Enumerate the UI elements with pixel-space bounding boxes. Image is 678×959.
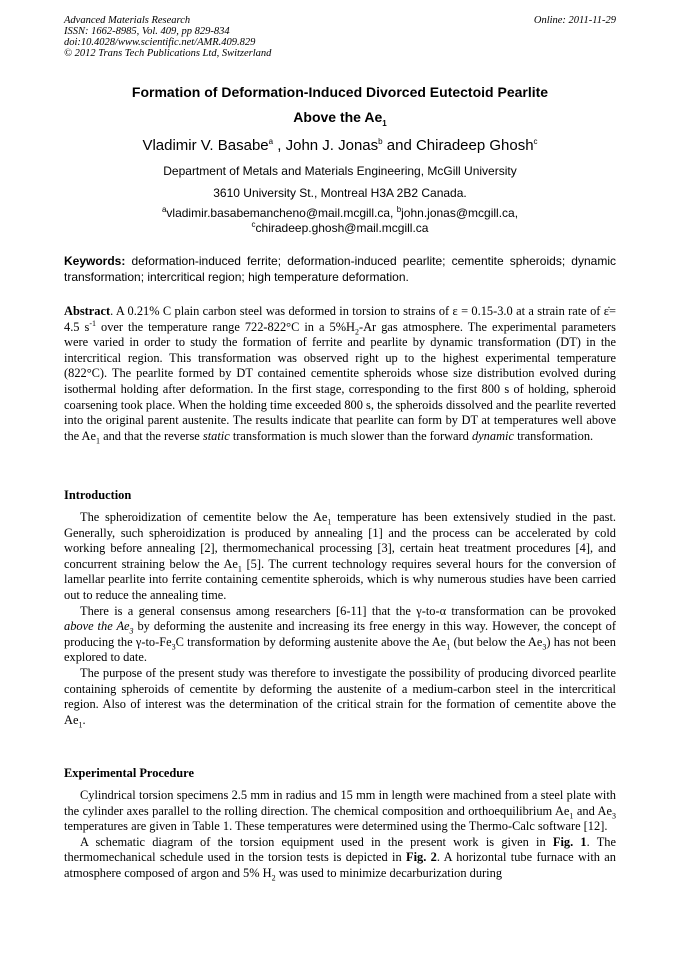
keywords xyxy=(64,253,616,285)
title-line-1: Formation of Deformation-Induced Divorced Eutectoid Pearlite xyxy=(131,84,549,100)
author-emails: $^a$vladimir.basabemancheno@mail.mcgill.ca, $^b$john.jonas@mcgill.ca, $^c$chiradeep.ghosh@mail.mcgill.ca xyxy=(161,205,519,235)
introduction-heading: Introduction xyxy=(64,488,132,502)
paper-title xyxy=(64,80,616,130)
issn-line: ISSN: 1662-8985, Vol. 409, pp 829-834 xyxy=(64,26,230,37)
intro-paragraph-3: The purpose of the present study was therefore to investigate the possibility of producing divorced pearlite containing spheroids of cementite by deforming the austenite of a medium-carbon steel in the intercritical region. Also of interest was the determination of the critical strain for the formation of cementite above the $Ae_1$. xyxy=(64,665,616,730)
email-b: john.jonas@mcgill.ca, xyxy=(401,206,519,220)
author-jonas: , John J. Jonas xyxy=(273,137,379,154)
fig1-ref: Fig. 1 xyxy=(552,834,587,849)
email-a: vladimir.basabemancheno@mail.mcgill.ca, xyxy=(166,206,397,220)
intro-paragraph-1: The spheroidization of cementite below the $Ae_1$ temperature has been extensively studied in the past. Generally, such spheroidization is produced by annealing [1] and the process can be accelerated by cold working before annealing [2], thermomechanical processing [3], certain heat treatment procedures [4], and concurrent straining below the $Ae_1$ [5]. The current technology requires several hours for the conversion of lamellar pearlite into ferrite containing cementite spheroids, which is why numerous studies have been carried out to reduce the annealing time. xyxy=(64,510,617,602)
experimental-body xyxy=(64,788,616,882)
abstract: Abstract. A 0.21% C plain carbon steel was deformed in torsion to strains of ε = 0.15-3.0 at a strain rate of ε= 4.5 $s^{-1}$ over the temperature range 722-822°C in a $5\%H_2-Ar$ gas atmosphere. The experimental parameters were varied in order to study the formation of ferrite and pearlite by dynamic transformation (DT) in the intercritical region. This transformation was observed right up to the highest experimental temperature (822°C). The pearlite formed by DT contained cementite spheroids whose size distribution evolved during isothermal holding after deformation. In the first stage, corresponding to the first 800 s of holding, spheroid coarsening took place. When the holding time exceeded 800 s, the spheroids dissolved and the pearlite reverted into the original parent austenite. The results indicate that pearlite can form by DT at temperatures well above the $Ae_1$ and that the reverse static transformation is much slower than the forward dynamic transformation. xyxy=(64,304,616,446)
abstract-label: Abstract xyxy=(64,304,111,318)
keywords-text: deformation-induced ferrite; deformation-induced pearlite; cementite spheroids; dynamic transformation; intercritical region; high temperature deformation. xyxy=(64,254,616,284)
introduction-body xyxy=(64,510,616,728)
intro-paragraph-2: There is a general consensus among researchers [6-11] that the γ-to-α transformation can be provoked above the $Ae_3$ by deforming the austenite and increasing its free energy in this way. However, the concept of producing the $\gamma-to-Fe_3C$ transformation by deforming austenite above the $Ae_1$ (but below the $Ae_3$) has not been explored to date. xyxy=(64,603,616,665)
journal-name: Advanced Materials Research xyxy=(64,15,191,26)
online-date: Online: 2011-11-29 xyxy=(533,15,616,26)
title-line-2: Above the $Ae_1$ xyxy=(293,109,387,128)
author-ghosh: and Chiradeep Ghosh xyxy=(382,137,534,154)
experimental-paragraph-2: A schematic diagram of the torsion equipment used in the present work is given in Fig. 1. The thermomechanical schedule used in the torsion tests is depicted in Fig. 2. A horizontal tube furnace with an atmosphere composed of argon and 5% $H_2$ was used to minimize decarburization during xyxy=(64,834,616,883)
experimental-heading: Experimental Procedure xyxy=(64,766,194,780)
experimental-paragraph-1: Cylindrical torsion specimens 2.5 mm in radius and 15 mm in length were machined from a steel plate with the cylinder axes parallel to the rolling direction. The chemical composition and orthoequilibrium $Ae_1$ and $Ae_3$ temperatures are given in Table 1. These temperatures were determined using the Thermo-Calc software [12]. xyxy=(64,788,616,834)
keywords-label: Keywords: xyxy=(64,254,126,268)
author-basabe: Vladimir V. Basabe xyxy=(142,137,269,154)
affiliation-address: 3610 University St., Montreal H3A 2B2 Canada. xyxy=(213,186,467,200)
email-c: chiradeep.ghosh@mail.mcgill.ca xyxy=(255,221,429,235)
fig2-ref: Fig. 2 xyxy=(406,850,437,865)
doi-line: doi:10.4028/www.scientific.net/AMR.409.829 xyxy=(64,37,256,48)
copyright-line: © 2012 Trans Tech Publications Ltd, Switzerland xyxy=(64,48,272,59)
affiliation-department: Department of Metals and Materials Engineering, McGill University xyxy=(163,164,517,178)
author-list: Vladimir V. Basabe$^a$ , John J. Jonas$^b$ and Chiradeep Ghosh$^c$ xyxy=(142,137,538,154)
running-header xyxy=(64,15,616,59)
